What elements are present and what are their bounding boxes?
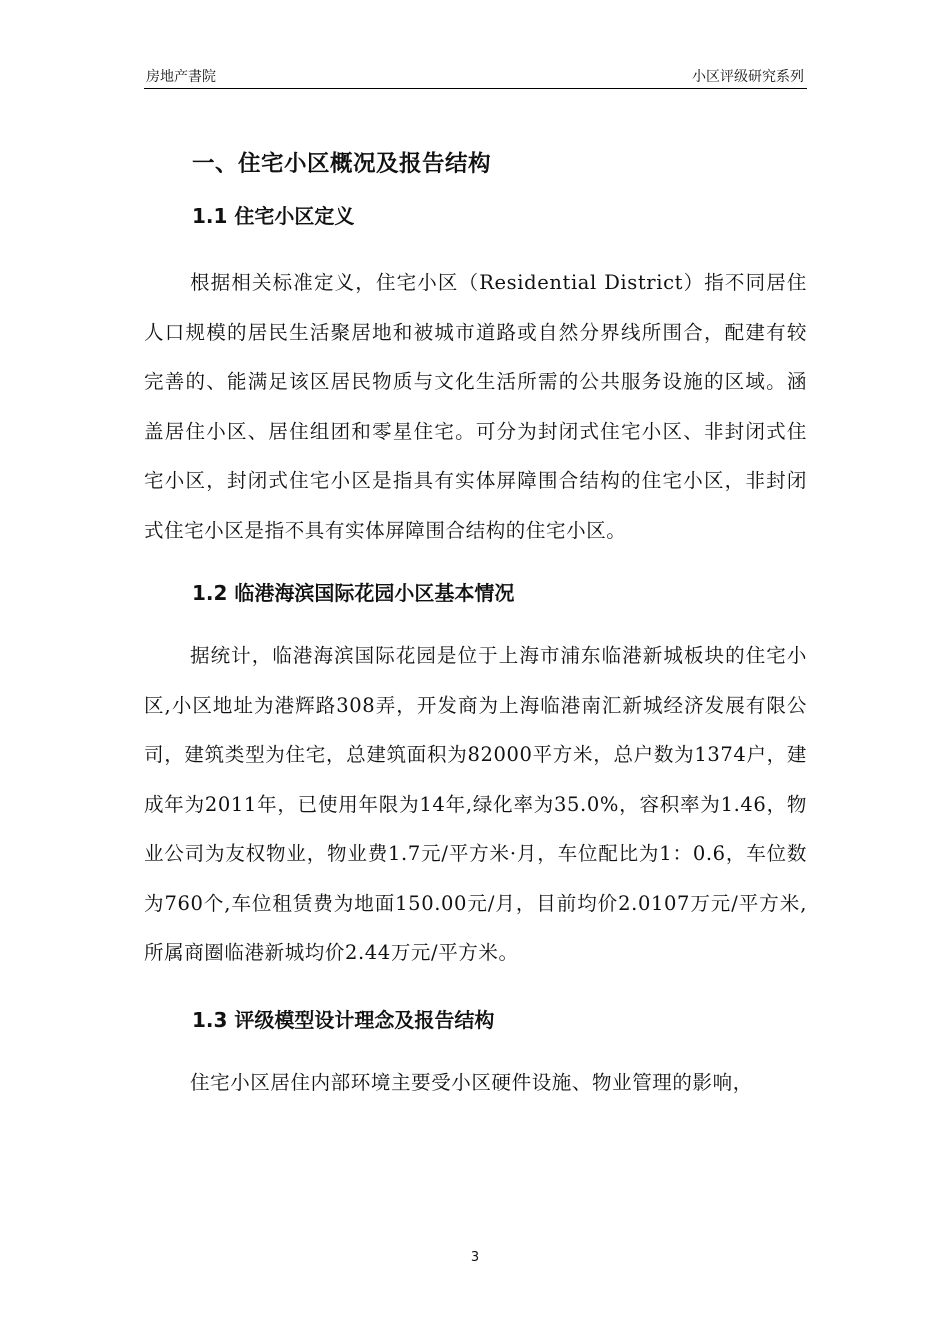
subsection-title-1-1: 1.1 住宅小区定义 (192, 204, 355, 228)
header-left-text: 房地产書院 (146, 69, 216, 85)
document-body (144, 140, 807, 1107)
header-right-text: 小区评级研究系列 (692, 69, 804, 85)
header-divider (144, 88, 807, 89)
paragraph-definition: 根据相关标准定义，住宅小区（Residential District）指不同居住人口规模的居民生活聚居地和被城市道路或自然分界线所围合，配建有较完善的、能满足该区居民物质与文化生活所需的公共服务设施的区域。涵盖居住小区、居住组团和零星住宅。可分为封闭式住宅小区、非封闭式住宅小区，封闭式住宅小区是指具有实体屏障围合结构的住宅小区，非封闭式住宅小区是指不具有实体屏障围合结构的住宅小区。 (144, 271, 807, 542)
section-title: 一、住宅小区概况及报告结构 (192, 151, 492, 177)
paragraph-model-design: 住宅小区居住内部环境主要受小区硬件设施、物业管理的影响， (190, 1070, 753, 1094)
paragraph-basic-info: 据统计，临港海滨国际花园是位于上海市浦东临港新城板块的住宅小区,小区地址为港辉路308弄，开发商为上海临港南汇新城经济发展有限公司，建筑类型为住宅，总建筑面积为82000平方米，总户数为1374户，建成年为2011年，已使用年限为14年,绿化率为35.0%，容积率为1.46，物业公司为友权物业，物业费1.7元/平方米·月，车位配比为1：0.6，车位数为760个,车位租赁费为地面150.00元/月，目前均价2.0107万元/平方米,所属商圈临港新城均价2.44万元/平方米。 (144, 644, 807, 964)
page-number: 3 (470, 1250, 480, 1265)
subsection-title-1-3: 1.3 评级模型设计理念及报告结构 (192, 1007, 495, 1032)
subsection-title-1-2: 1.2 临港海滨国际花园小区基本情况 (192, 581, 515, 605)
